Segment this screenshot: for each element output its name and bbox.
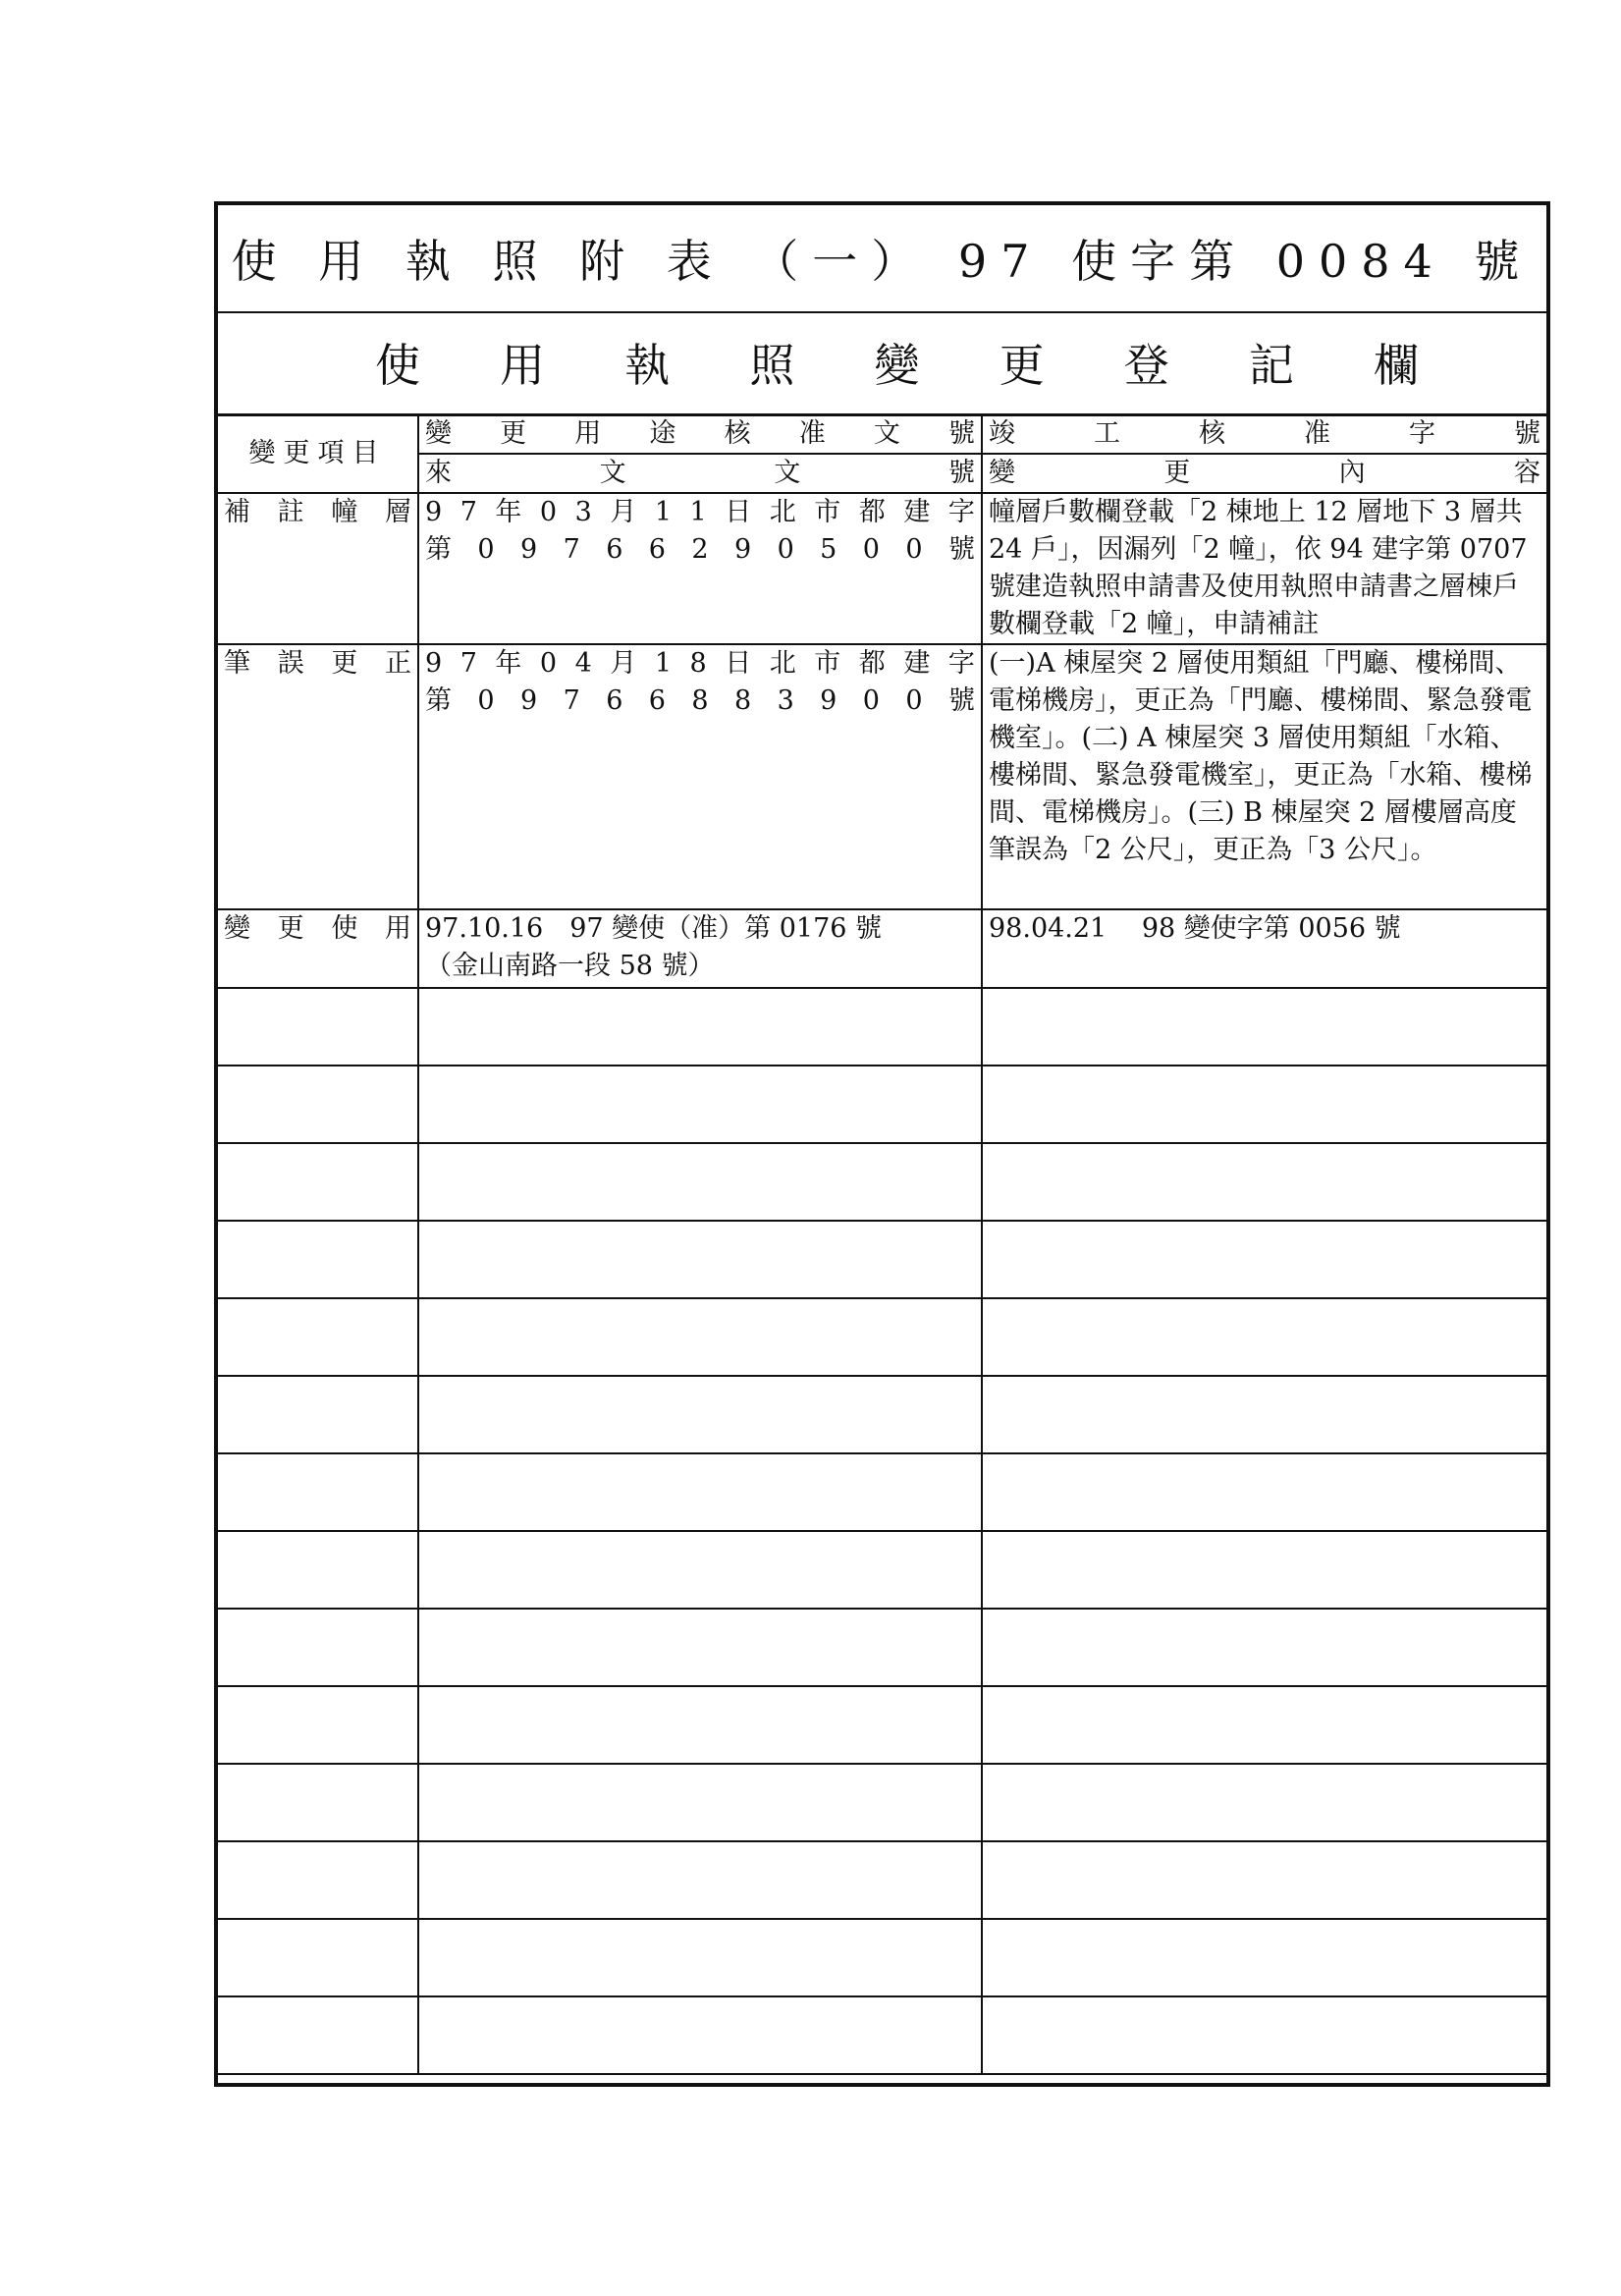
blank-cell [982,1841,1546,1919]
row-ref-char: 第 [425,685,452,716]
subtitle-char: 使 [375,339,420,392]
blank-cell [218,1841,418,1919]
row-ref-char: 8 [691,685,709,716]
blank-cell [418,1841,982,1919]
subtitle-char: 記 [1248,339,1294,392]
row-ref-char: 7 [563,685,580,716]
row-ref-char: 日 [725,497,752,527]
blank-cell [982,1531,1546,1609]
document-title-text: 使 用 執 照 附 表 （一） 97 使字第 0084 號 [231,235,1534,288]
blank-cell [982,1376,1546,1453]
row-ref-char: 年 [495,648,522,679]
blank-cell [418,1143,982,1221]
document-title [218,205,1546,313]
header-char: 字 [1409,418,1435,449]
header-char: 文 [599,458,626,488]
row-ref-char: 8 [689,648,707,679]
blank-cell [218,1686,418,1764]
blank-cell [982,1609,1546,1686]
blank-cell [982,1143,1546,1221]
row-item-char: 層 [384,497,411,527]
blank-cell [218,988,418,1066]
blank-cell [982,1919,1546,1996]
subtitle-row [218,311,1546,416]
header-char: 准 [1304,418,1330,449]
row-ref-char: 都 [858,648,886,679]
subtitle-char: 欄 [1374,339,1419,392]
header-char: 號 [1514,418,1540,449]
row-ref-char: 6 [606,534,623,565]
subtitle-char: 登 [1123,339,1169,392]
row-ref-char: 1 [654,497,673,527]
table-row [218,909,1546,988]
row-ref-line1: 97.10.16 97 變使（准）第 0176 號 [425,913,883,944]
row-ref-char: 月 [610,648,637,679]
header-char: 內 [1338,458,1366,488]
blank-cell [982,988,1546,1066]
blank-row [218,1841,1546,1919]
header-char: 號 [947,418,975,449]
certificate-frame [214,201,1550,2087]
change-register-table [218,413,1546,2075]
blank-row [218,1531,1546,1609]
header-char: 准 [798,418,826,449]
table-row [218,493,1546,644]
blank-cell [982,1221,1546,1298]
table-row [218,644,1546,909]
row-ref [418,644,982,909]
blank-cell [418,1996,982,2074]
header-char: 途 [649,418,676,449]
row-ref-char: 3 [777,685,794,716]
blank-cell [982,1996,1546,2074]
row-ref-char: 9 [820,685,838,716]
header-char: 變 [425,418,452,449]
header-char: 更 [1163,458,1191,488]
blank-cell [218,1609,418,1686]
row-ref-char: 6 [648,685,666,716]
row-ref-char: 市 [814,497,841,527]
row-item-char: 正 [384,648,411,679]
blank-cell [218,1919,418,1996]
blank-row [218,1221,1546,1298]
row-ref-char: 9 [520,534,538,565]
blank-cell [218,1764,418,1841]
row-item [218,909,418,988]
row-ref-char: 7 [459,648,477,679]
blank-cell [218,1066,418,1143]
row-content-text: 98.04.21 98 變使字第 0056 號 [989,913,1401,944]
row-ref-char: 7 [459,497,477,527]
subtitle-char: 變 [874,339,920,392]
row-item-char: 補 [224,497,250,527]
header-col3-bottom [982,454,1546,493]
row-ref-char: 9 [425,648,443,679]
row-ref-char: 日 [725,648,752,679]
subtitle-char: 更 [999,339,1045,392]
blank-cell [218,1376,418,1453]
header-item-text: 變更項目 [248,438,387,468]
header-char: 號 [947,458,975,488]
row-item-char: 幢 [331,497,358,527]
blank-row [218,1919,1546,1996]
header-char: 更 [500,418,527,449]
blank-cell [218,1298,418,1376]
row-content-text: 幢層戶數欄登載「2 棟地上 12 層地下 3 層共 24 戶」，因漏列「2 幢」，依 94 建字第 0707 號建造執照申請書及使用執照申請書之層棟戶數欄登載「2 幢」，申請補註 [989,497,1528,639]
row-ref-char: 5 [820,534,838,565]
header-col2-bottom [418,454,982,493]
row-content [982,909,1546,988]
row-ref [418,493,982,644]
row-ref-char: 年 [495,497,522,527]
row-ref-char: 0 [905,534,923,565]
subtitle-char: 照 [749,339,795,392]
row-ref-char: 0 [539,648,558,679]
blank-cell [418,1453,982,1531]
blank-row [218,1686,1546,1764]
header-char: 核 [724,418,751,449]
row-ref-char: 0 [539,497,558,527]
blank-row [218,1453,1546,1531]
row-ref-char: 建 [903,648,931,679]
header-item [218,414,418,493]
row-ref-char: 9 [520,685,538,716]
row-ref-char: 0 [477,534,495,565]
row-item [218,493,418,644]
row-content [982,493,1546,644]
row-ref-char: 建 [903,497,931,527]
row-ref-char: 0 [862,534,880,565]
header-char: 用 [574,418,602,449]
header-col2-top [418,414,982,454]
row-ref-line2: （金山南路一段 58 號） [425,951,715,981]
row-item [218,644,418,909]
blank-cell [982,1298,1546,1376]
header-char: 容 [1513,458,1540,488]
row-ref-char: 字 [947,648,975,679]
blank-row [218,1298,1546,1376]
header-char: 竣 [989,418,1015,449]
row-ref-char: 8 [733,685,752,716]
row-ref-char: 市 [814,648,841,679]
row-ref-char: 0 [777,534,794,565]
blank-cell [418,1221,982,1298]
row-item-char: 用 [384,913,411,944]
row-ref-char: 6 [606,685,623,716]
blank-cell [418,988,982,1066]
row-item-char: 註 [277,497,304,527]
blank-row [218,1066,1546,1143]
blank-cell [218,1221,418,1298]
row-ref-char: 0 [905,685,923,716]
row-item-char: 誤 [277,648,304,679]
header-char: 文 [774,458,801,488]
header-char: 核 [1199,418,1225,449]
blank-row [218,1143,1546,1221]
header-char: 變 [989,458,1015,488]
row-ref-char: 9 [425,497,443,527]
blank-row [218,1376,1546,1453]
blank-cell [418,1298,982,1376]
blank-cell [218,1996,418,2074]
row-ref-char: 號 [947,534,975,565]
row-ref-char: 字 [947,497,975,527]
row-item-char: 筆 [224,648,250,679]
row-ref-char: 4 [574,648,592,679]
row-ref-char: 都 [858,497,886,527]
subtitle-char: 執 [624,339,671,392]
row-ref-char: 1 [654,648,673,679]
blank-row [218,1764,1546,1841]
row-ref-char: 1 [689,497,707,527]
blank-cell [418,1376,982,1453]
header-row-1 [218,414,1546,454]
header-col3-top [982,414,1546,454]
subtitle [218,311,1546,413]
row-ref-char: 號 [947,685,975,716]
blank-row [218,988,1546,1066]
blank-cell [218,1531,418,1609]
blank-cell [418,1764,982,1841]
row-ref-char: 3 [574,497,592,527]
blank-cell [982,1453,1546,1531]
blank-row [218,1996,1546,2074]
row-ref-char: 7 [563,534,580,565]
row-content-text: (一)A 棟屋突 2 層使用類組「門廳、樓梯間、電梯機房」，更正為「門廳、樓梯間、緊急發電機室」。(二) A 棟屋突 3 層使用類組「水箱、樓梯間、緊急發電機室」，更正為「水箱、樓梯間、電梯機房」。(三) B 棟屋突 2 層樓層高度筆誤為「2 公尺」，更正為「3 公尺」。 [989,648,1533,865]
row-ref-char: 月 [610,497,637,527]
row-ref-char: 北 [769,648,796,679]
blank-cell [982,1764,1546,1841]
blank-cell [218,1453,418,1531]
blank-row [218,1609,1546,1686]
row-ref-char: 2 [691,534,709,565]
blank-cell [418,1531,982,1609]
row-ref-char: 6 [648,534,666,565]
row-item-char: 更 [331,648,358,679]
blank-cell [982,1686,1546,1764]
blank-cell [418,1686,982,1764]
header-char: 來 [425,458,452,488]
row-ref-char: 第 [425,534,452,565]
row-ref-char: 北 [769,497,796,527]
row-ref-char: 9 [733,534,752,565]
header-char: 文 [873,418,900,449]
row-ref-char: 0 [477,685,495,716]
blank-cell [418,1919,982,1996]
row-item-char: 更 [277,913,304,944]
blank-cell [982,1066,1546,1143]
row-ref-char: 0 [862,685,880,716]
blank-cell [418,1066,982,1143]
row-content [982,644,1546,909]
header-char: 工 [1094,418,1120,449]
blank-cell [418,1609,982,1686]
row-item-char: 變 [224,913,250,944]
blank-cell [218,1143,418,1221]
row-ref [418,909,982,988]
row-item-char: 使 [331,913,358,944]
subtitle-char: 用 [500,339,546,392]
